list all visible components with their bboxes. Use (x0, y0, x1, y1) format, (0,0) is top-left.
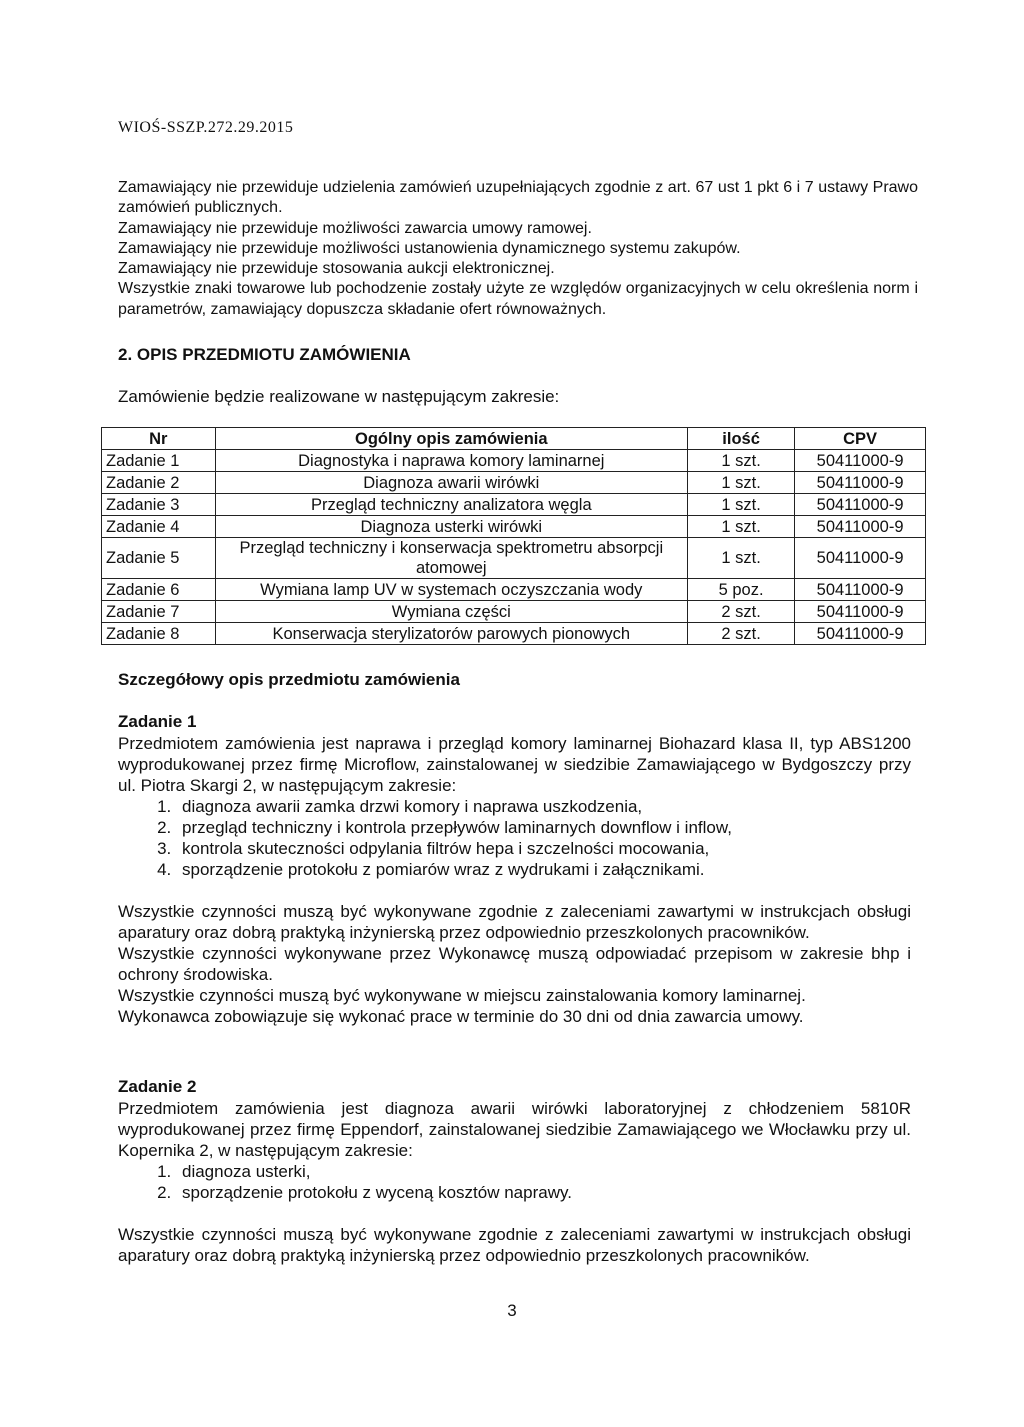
task-2-section (118, 1076, 911, 1266)
cell-quantity: 1 szt. (688, 450, 795, 472)
cell-quantity: 1 szt. (688, 516, 795, 538)
task-2-intro: Przedmiotem zamówienia jest diagnoza awarii wirówki laboratoryjnej z chłodzeniem 5810R wyprodukowanej przez firmę Eppendorf, zainstalowanej siedzibie Zamawiającego we Włocławku przy ul. Kopernika 2, w następującym zakresie: (118, 1099, 911, 1160)
cell-quantity: 1 szt. (688, 494, 795, 516)
list-item: 3. kontrola skuteczności odpylania filtrów hepa i szczelności mocowania, (176, 838, 911, 859)
document-reference: WIOŚ-SSZP.272.29.2015 (118, 119, 294, 136)
cell-description: Diagnostyka i naprawa komory laminarnej (215, 450, 688, 472)
table-row (102, 579, 926, 601)
cell-cpv: 50411000-9 (795, 579, 926, 601)
intro-line: Zamawiający nie przewiduje stosowania aukcji elektronicznej. (118, 260, 555, 278)
cell-description: Diagnoza awarii wirówki (215, 472, 688, 494)
cell-nr: Zadanie 6 (102, 579, 216, 601)
table-row (102, 472, 926, 494)
task-1-section (118, 711, 911, 1027)
cell-nr: Zadanie 5 (102, 538, 216, 579)
header-cpv: CPV (795, 428, 926, 450)
task-2-paragraph: Wszystkie czynności muszą być wykonywane zgodnie z zaleceniami zawartymi w instrukcjach obsługi aparatury oraz dobrą praktyką inżynierską przez odpowiednio przeszkolonych pracowników. (118, 1225, 911, 1265)
cell-description: Diagnoza usterki wirówki (215, 516, 688, 538)
intro-line: Zamawiający nie przewiduje możliwości zawarcia umowy ramowej. (118, 219, 592, 237)
cell-quantity: 5 poz. (688, 579, 795, 601)
cell-description-line: Przegląd techniczny i konserwacja spektrometru absorpcji (239, 539, 664, 557)
cell-quantity: 1 szt. (688, 538, 795, 579)
cell-cpv: 50411000-9 (795, 494, 926, 516)
table-row (102, 538, 926, 579)
cell-quantity: 2 szt. (688, 623, 795, 645)
section-title: 2. OPIS PRZEDMIOTU ZAMÓWIENIA (118, 345, 411, 364)
table-row (102, 494, 926, 516)
cell-cpv: 50411000-9 (795, 623, 926, 645)
cell-cpv: 50411000-9 (795, 538, 926, 579)
cell-nr: Zadanie 3 (102, 494, 216, 516)
cell-description: Wymiana części (215, 601, 688, 623)
task-1-list (118, 796, 911, 880)
table-row (102, 623, 926, 645)
intro-line: Zamawiający nie przewiduje udzielenia zamówień uzupełniających zgodnie z art. 67 ust 1 pkt 6 i 7 ustawy Prawo zamówień publicznych. (118, 179, 918, 217)
list-item: 1. diagnoza awarii zamka drzwi komory i naprawa uszkodzenia, (176, 796, 911, 817)
list-item: 2. przegląd techniczny i kontrola przepływów laminarnych downflow i inflow, (176, 817, 911, 838)
details-title: Szczegółowy opis przedmiotu zamówienia (118, 670, 460, 689)
cell-description: Wymiana lamp UV w systemach oczyszczania wody (215, 579, 688, 601)
cell-nr: Zadanie 1 (102, 450, 216, 472)
task-2-list (118, 1161, 911, 1203)
task-1-paragraph: Wszystkie czynności muszą być wykonywane zgodnie z zaleceniami zawartymi w instrukcjach obsługi aparatury oraz dobrą praktyką inżynierską przez odpowiednio przeszkolonych pracowników. (118, 902, 911, 942)
cell-nr: Zadanie 7 (102, 601, 216, 623)
cell-quantity: 2 szt. (688, 601, 795, 623)
list-item: 1. diagnoza usterki, (176, 1161, 911, 1182)
table-row (102, 450, 926, 472)
cell-nr: Zadanie 8 (102, 623, 216, 645)
intro-line: Zamawiający nie przewiduje możliwości ustanowienia dynamicznego systemu zakupów. (118, 239, 741, 257)
cell-quantity: 1 szt. (688, 472, 795, 494)
cell-description-line: atomowej (415, 559, 487, 577)
header-nr: Nr (102, 428, 216, 450)
header-description: Ogólny opis zamówienia (215, 428, 688, 450)
page-number: 3 (507, 1301, 517, 1320)
cell-description: Przegląd techniczny analizatora węgla (215, 494, 688, 516)
cell-nr: Zadanie 4 (102, 516, 216, 538)
task-1-intro: Przedmiotem zamówienia jest naprawa i przegląd komory laminarnej Biohazard klasa II, typ ABS1200 wyprodukowanej przez firmę Microflow, zainstalowanej w siedzibie Zamawiającego w Bydgoszczy przy ul. Piotra Skargi 2, w następującym zakresie: (118, 734, 911, 795)
task-1-paragraph: Wszystkie czynności wykonywane przez Wykonawcę muszą odpowiadać przepisom w zakresie bhp i ochrony środowiska. (118, 944, 911, 984)
list-item: 4. sporządzenie protokołu z pomiarów wraz z wydrukami i załącznikami. (176, 859, 911, 880)
list-item: 2. sporządzenie protokołu z wyceną kosztów naprawy. (176, 1182, 911, 1203)
section-lead: Zamówienie będzie realizowane w następującym zakresie: (118, 387, 560, 406)
table-row (102, 601, 926, 623)
task-1-heading: Zadanie 1 (118, 712, 197, 731)
cell-cpv: 50411000-9 (795, 516, 926, 538)
intro-line: Wszystkie znaki towarowe lub pochodzenie zostały użyte ze względów organizacyjnych w celu określenia norm i parametrów, zamawiający dopuszcza składanie ofert równoważnych. (118, 280, 918, 318)
header-quantity: ilość (688, 428, 795, 450)
intro-block (118, 178, 918, 320)
table-header-row (102, 428, 926, 450)
cell-description (215, 538, 688, 579)
table-row (102, 516, 926, 538)
task-1-paragraph: Wszystkie czynności muszą być wykonywane w miejscu zainstalowania komory laminarnej. (118, 986, 806, 1005)
cell-cpv: 50411000-9 (795, 601, 926, 623)
task-1-paragraph: Wykonawca zobowiązuje się wykonać prace w terminie do 30 dni od dnia zawarcia umowy. (118, 1007, 804, 1026)
cell-nr: Zadanie 2 (102, 472, 216, 494)
task-2-heading: Zadanie 2 (118, 1077, 197, 1096)
cell-cpv: 50411000-9 (795, 472, 926, 494)
cell-cpv: 50411000-9 (795, 450, 926, 472)
orders-table (101, 427, 926, 645)
cell-description: Konserwacja sterylizatorów parowych pionowych (215, 623, 688, 645)
